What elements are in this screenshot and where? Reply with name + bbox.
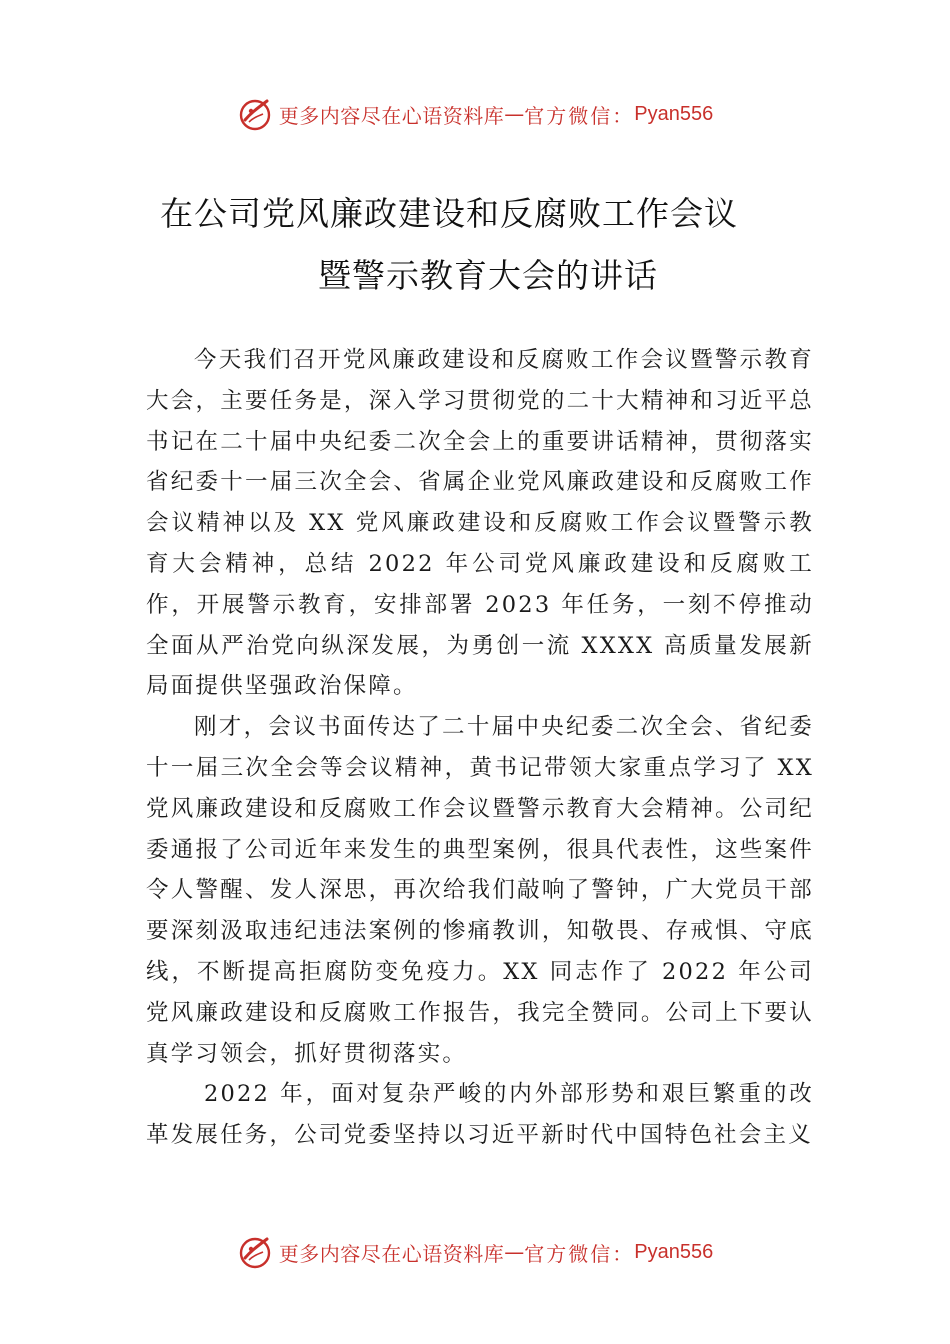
banner-wechat-id: Pyan556 (634, 1240, 714, 1263)
banner-wechat-id: Pyan556 (634, 102, 714, 125)
banner-text: 更多内容尽在心语资料库 (278, 103, 505, 128)
brush-logo-icon (237, 1234, 273, 1270)
footer-banner (0, 1232, 950, 1272)
brush-logo-icon (237, 96, 273, 132)
document-title-line1: 在公司党风廉政建设和反腐败工作会议 (160, 194, 738, 233)
banner-separator: — (504, 102, 525, 126)
paragraph-1: 今天我们召开党风廉政建设和反腐败工作会议暨警示教育大会，主要任务是，深入学习贯彻党的二十大精神和习近平总书记在二十届中央纪委二次全会上的重要讲话精神，贯彻落实省纪委十一届三次全会、省属企业党风廉政建设和反腐败工作会议精神以及 XX 党风廉政建设和反腐败工作会议暨警示教育大会精神，总结 2022 年公司党风廉政建设和反腐败工作，开展警示教育，安排部署 2023 年任务，一刻不停推动全面从严治党向纵深发展，为勇创一流 XXXX 高质量发展新局面提供坚强政治保障。 (146, 347, 814, 700)
banner-wechat-label: 官方微信： (524, 1241, 635, 1266)
banner-separator: — (504, 1240, 525, 1264)
document-title-line2: 暨警示教育大会的讲话 (318, 256, 658, 295)
header-banner (0, 94, 950, 134)
banner-text: 更多内容尽在心语资料库 (278, 1241, 505, 1266)
document-body (146, 340, 814, 1156)
banner-wechat-label: 官方微信： (524, 103, 635, 128)
paragraph-3: 2022 年，面对复杂严峻的内外部形势和艰巨繁重的改革发展任务，公司党委坚持以习近平新时代中国特色社会主义 (146, 1081, 814, 1149)
paragraph-2: 刚才，会议书面传达了二十届中央纪委二次全会、省纪委十一届三次全会等会议精神，黄书记带领大家重点学习了 XX 党风廉政建设和反腐败工作会议暨警示教育大会精神。公司纪委通报了公司近年来发生的典型案例，很具代表性，这些案件令人警醒、发人深思，再次给我们敲响了警钟，广大党员干部要深刻汲取违纪违法案例的惨痛教训，知敬畏、存戒惧、守底线，不断提高拒腐防变免疫力。XX 同志作了 2022 年公司党风廉政建设和反腐败工作报告，我完全赞同。公司上下要认真学习领会，抓好贯彻落实。 (146, 714, 814, 1067)
